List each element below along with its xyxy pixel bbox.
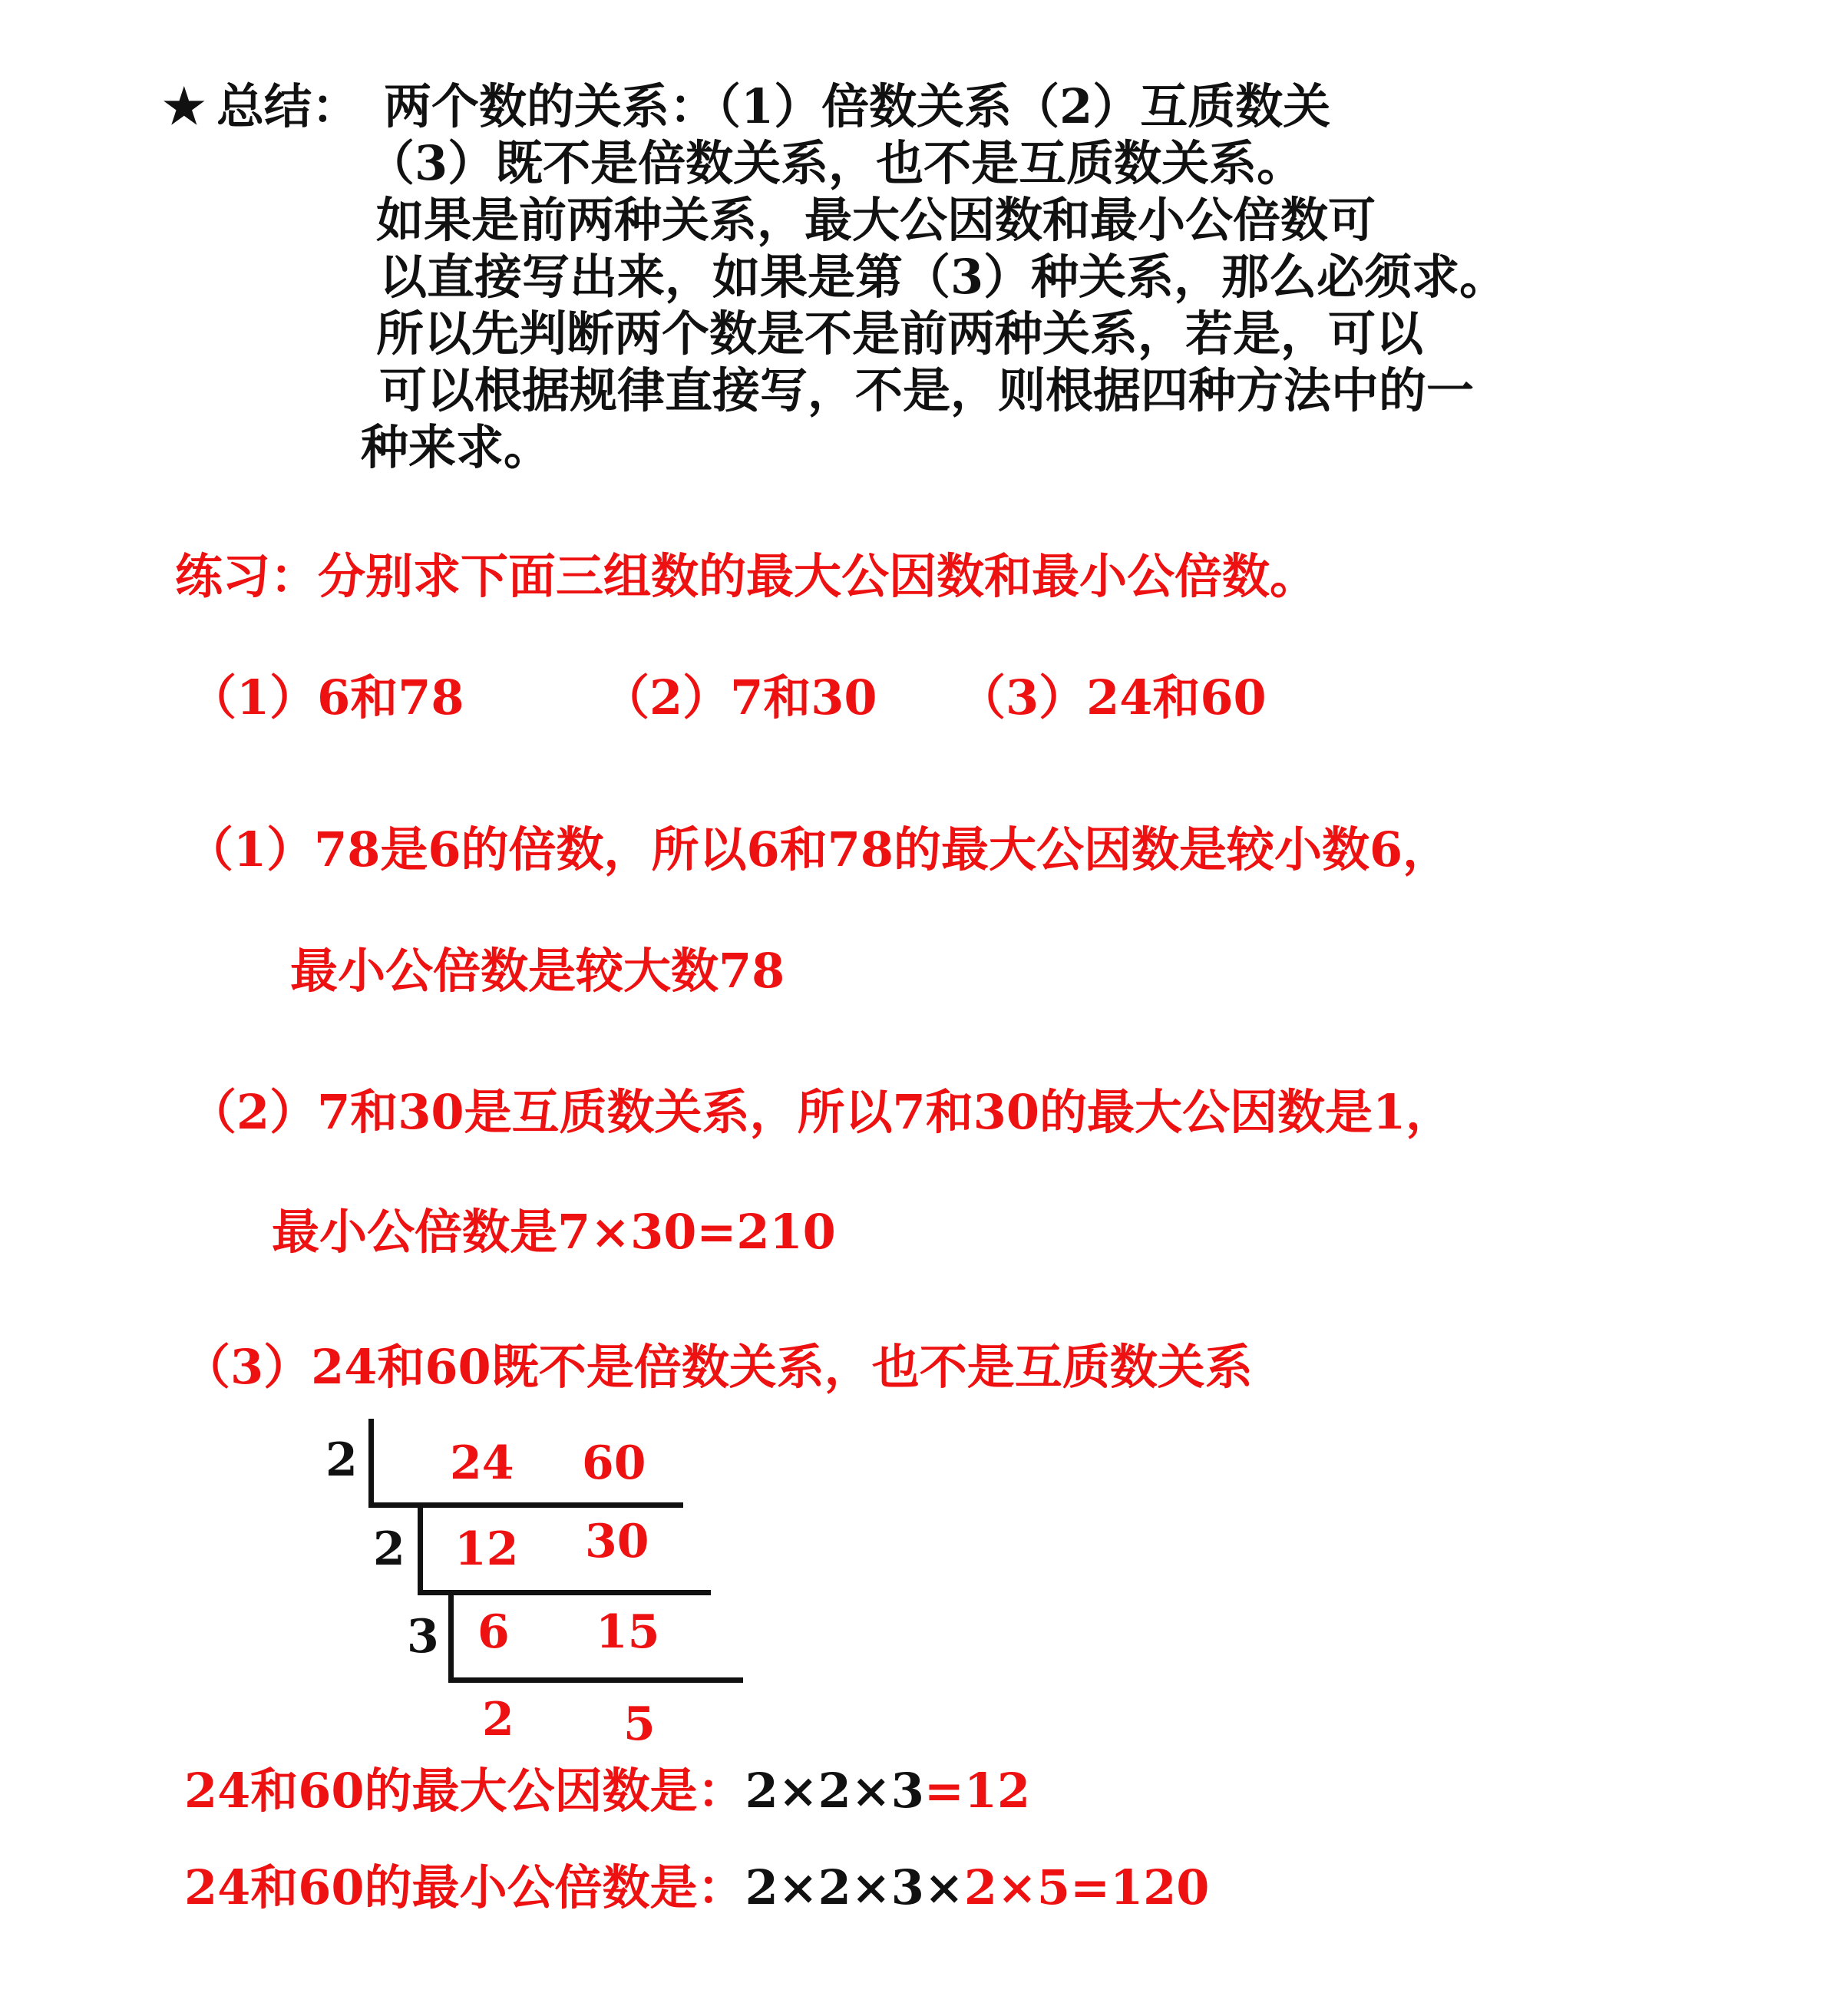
divisor-1: 2: [325, 1433, 358, 1487]
exercise-group-2: （2）7和30: [602, 669, 877, 725]
answer-2-line-1: （2）7和30是互质数关系，所以7和30的最大公因数是1，: [189, 1084, 1454, 1140]
divisor-3: 3: [407, 1610, 439, 1664]
division-bar-vertical-3: [448, 1595, 454, 1683]
answer-3-line-1: （3）24和60既不是倍数关系，也不是互质数关系: [183, 1339, 1253, 1395]
quotient-12: 12: [454, 1522, 519, 1576]
summary-star: ★: [163, 78, 206, 134]
division-bar-horizontal-2: [418, 1590, 711, 1595]
exercise-group-3: （3）24和60: [958, 669, 1267, 725]
answer-1-line-1: （1）78是6的倍数，所以6和78的最大公因数是较小数6，: [186, 821, 1451, 877]
division-bar-vertical-2: [418, 1508, 423, 1595]
summary-line-1: 两个数的关系：（1）倍数关系（2）互质数关: [384, 78, 1331, 134]
division-bar-horizontal-1: [368, 1502, 683, 1508]
dividend-60: 60: [582, 1436, 646, 1490]
answer-2-line-2: 最小公倍数是7×30=210: [272, 1204, 836, 1260]
gcd-expression: 2×2×3: [745, 1763, 924, 1819]
lcm-expression-black: 2×2×3×: [745, 1859, 964, 1915]
summary-line-7: 种来求。: [361, 419, 552, 475]
gcd-label: 24和60的最大公因数是：: [184, 1763, 745, 1819]
quotient-15: 15: [596, 1605, 660, 1659]
lcm-expression-red: 2×5=120: [963, 1859, 1210, 1915]
final-quotient-5: 5: [623, 1697, 656, 1751]
summary-line-6: 可以根据规律直接写，不是，则根据四种方法中的一: [379, 362, 1475, 418]
summary-label: 总结：: [216, 78, 360, 134]
gcd-result: [184, 1763, 1031, 1819]
lcm-result: [184, 1859, 1210, 1915]
division-bar-horizontal-3: [448, 1677, 743, 1683]
divisor-2: 2: [373, 1522, 405, 1576]
summary-line-4: 以直接写出来，如果是第（3）种关系，那么必须求。: [379, 249, 1508, 305]
gcd-value: =12: [923, 1763, 1031, 1819]
summary-line-3: 如果是前两种关系，最大公因数和最小公倍数可: [376, 192, 1376, 248]
answer-1-line-2: 最小公倍数是较大数78: [290, 943, 785, 999]
quotient-6: 6: [477, 1605, 510, 1659]
quotient-30: 30: [585, 1515, 649, 1568]
division-bar-vertical-1: [368, 1419, 374, 1508]
exercise-group-1: （1）6和78: [189, 669, 464, 725]
lcm-label: 24和60的最小公倍数是：: [184, 1859, 745, 1915]
final-quotient-2: 2: [482, 1693, 514, 1747]
summary-line-5: 所以先判断两个数是不是前两种关系，若是，可以: [376, 306, 1424, 362]
exercise-title: 练习：分别求下面三组数的最大公因数和最小公倍数。: [175, 548, 1318, 604]
dividend-24: 24: [450, 1436, 514, 1490]
summary-line-2: （3）既不是倍数关系，也不是互质数关系。: [367, 135, 1305, 191]
